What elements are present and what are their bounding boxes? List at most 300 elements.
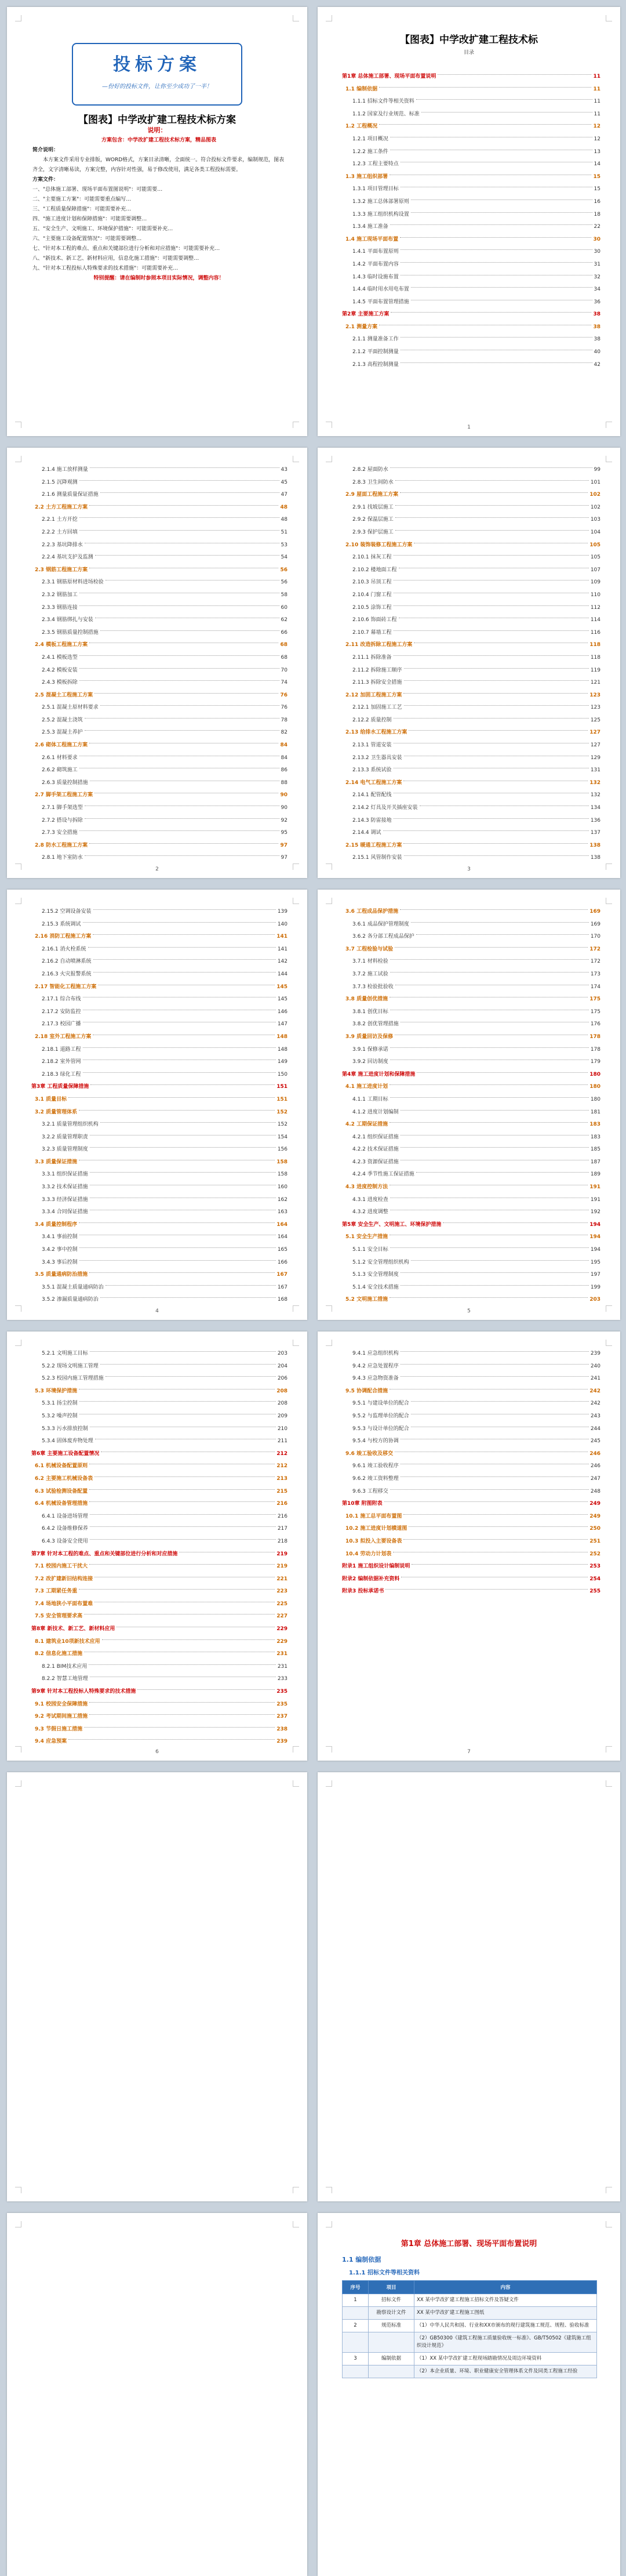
toc-entry[interactable] xyxy=(342,321,600,334)
toc-title: 【图表】中学改扩建工程技术标 xyxy=(400,34,538,46)
toc-entry[interactable] xyxy=(31,1423,287,1436)
toc-entry[interactable] xyxy=(342,1206,600,1219)
toc-entry[interactable] xyxy=(31,489,287,502)
toc-entry-title: 2.17.1 综合布线 xyxy=(42,996,81,1003)
toc-entry-title: 5.2.2 现场文明施工管理 xyxy=(42,1363,99,1369)
toc-entry[interactable] xyxy=(342,1219,600,1232)
toc-entry[interactable] xyxy=(342,614,600,627)
toc-entry[interactable] xyxy=(31,739,287,752)
toc-entry[interactable] xyxy=(342,71,600,84)
toc-entry[interactable] xyxy=(31,944,287,956)
toc-entry[interactable] xyxy=(31,1410,287,1423)
toc-entry-page: 118 xyxy=(589,642,600,648)
toc-entry[interactable] xyxy=(342,968,600,981)
toc-entry[interactable] xyxy=(342,652,600,665)
toc-leader-dots xyxy=(391,312,591,313)
toc-entry[interactable] xyxy=(342,815,600,828)
toc-entry-page: 164 xyxy=(277,1234,287,1240)
corner-mark xyxy=(606,2221,612,2227)
toc-entry[interactable] xyxy=(342,727,600,739)
toc-entry[interactable] xyxy=(342,1106,600,1119)
toc-entry[interactable] xyxy=(31,815,287,828)
toc-entry[interactable] xyxy=(31,852,287,865)
toc-entry[interactable] xyxy=(342,840,600,852)
toc-entry[interactable] xyxy=(342,296,600,309)
toc-entry[interactable] xyxy=(342,271,600,284)
toc-entry[interactable] xyxy=(342,489,600,502)
toc-entry[interactable] xyxy=(342,121,600,133)
toc-entry[interactable] xyxy=(342,944,600,956)
toc-page-1 xyxy=(318,7,620,436)
toc-entry[interactable] xyxy=(342,1181,600,1194)
toc-entry-title: 9.4.3 应急物资准备 xyxy=(352,1376,399,1382)
toc-leader-dots xyxy=(404,668,589,669)
toc-leader-dots xyxy=(94,1476,275,1477)
toc-entry-page: 208 xyxy=(277,1401,287,1407)
toc-entry-page: 150 xyxy=(277,1071,287,1077)
toc-entry[interactable] xyxy=(31,1069,287,1082)
toc-entry[interactable] xyxy=(342,514,600,527)
cover-sec1-body: 本方案文件采用专业排版，WORD格式，方案目录清晰，全面统一。符合投标文件要求，编制规范，图表齐全，文字清晰易读，方案完整，内容针对性强，易于修改使用，满足各类工程投标需要。 xyxy=(32,157,285,173)
toc-entry[interactable] xyxy=(31,1736,287,1748)
toc-entry[interactable] xyxy=(31,789,287,802)
toc-entry[interactable] xyxy=(31,1348,287,1360)
toc-entry-page: 68 xyxy=(280,642,287,648)
toc-leader-dots xyxy=(89,1564,275,1565)
toc-entry[interactable] xyxy=(31,514,287,527)
toc-leader-dots xyxy=(390,224,592,225)
toc-entry-page: 249 xyxy=(589,1501,600,1507)
toc-entry[interactable] xyxy=(342,1257,600,1269)
toc-entry[interactable] xyxy=(31,1448,287,1461)
toc-entry[interactable] xyxy=(31,1623,287,1636)
toc-leader-dots xyxy=(400,492,588,493)
toc-entry[interactable] xyxy=(342,1056,600,1069)
corner-mark xyxy=(15,2187,21,2193)
toc-entry[interactable] xyxy=(31,1686,287,1699)
toc-entry[interactable] xyxy=(342,96,600,108)
toc-entry[interactable] xyxy=(342,1294,600,1307)
toc-entry[interactable] xyxy=(31,777,287,790)
toc-entry[interactable] xyxy=(342,1244,600,1257)
toc-entry[interactable] xyxy=(342,108,600,121)
toc-entry[interactable] xyxy=(342,1548,600,1561)
toc-entry[interactable] xyxy=(31,1144,287,1156)
cover-item: 二、"主要施工方案"：可能需要重点编写… xyxy=(32,197,132,202)
toc-entry[interactable] xyxy=(342,789,600,802)
toc-entry[interactable] xyxy=(342,1044,600,1057)
toc-entry[interactable] xyxy=(342,931,600,944)
toc-entry[interactable] xyxy=(342,919,600,931)
toc-entry[interactable] xyxy=(31,539,287,552)
toc-entry-page: 11 xyxy=(593,74,600,79)
toc-leader-dots xyxy=(401,1351,589,1352)
toc-entry[interactable] xyxy=(31,1661,287,1674)
corner-mark xyxy=(326,898,332,904)
toc-entry[interactable] xyxy=(342,1194,600,1207)
toc-entry[interactable] xyxy=(31,1636,287,1649)
toc-entry[interactable] xyxy=(31,931,287,944)
toc-entry-title: 2.14.2 灯具及开关插座安装 xyxy=(352,805,418,811)
toc-entry[interactable] xyxy=(342,665,600,677)
toc-entry[interactable] xyxy=(342,1435,600,1448)
toc-entry-title: 1.3 施工组织部署 xyxy=(345,173,388,180)
toc-entry[interactable] xyxy=(31,1673,287,1686)
toc-entry[interactable] xyxy=(342,234,600,246)
toc-entry-page: 167 xyxy=(276,1272,287,1278)
toc-entry[interactable] xyxy=(342,714,600,727)
toc-entry-title: 2.9.1 找坡层施工 xyxy=(352,504,394,510)
toc-entry[interactable] xyxy=(31,1056,287,1069)
toc-leader-dots xyxy=(90,1084,275,1085)
toc-entry[interactable] xyxy=(342,690,600,702)
toc-entry[interactable] xyxy=(31,1473,287,1486)
toc-entry[interactable] xyxy=(31,956,287,968)
toc-entry[interactable] xyxy=(31,576,287,589)
toc-entry[interactable] xyxy=(342,1585,600,1598)
toc-entry[interactable] xyxy=(342,852,600,865)
toc-entry[interactable] xyxy=(31,1385,287,1398)
toc-entry[interactable] xyxy=(31,1435,287,1448)
toc-entry-title: 附录3 投标承诺书 xyxy=(342,1588,384,1595)
toc-entry-title: 第3章 工程质量保障措施 xyxy=(31,1084,89,1090)
toc-entry[interactable] xyxy=(342,464,600,477)
toc-entry[interactable] xyxy=(342,1131,600,1144)
toc-entry-page: 212 xyxy=(276,1450,287,1457)
toc-entry[interactable] xyxy=(31,1031,287,1044)
toc-entry[interactable] xyxy=(342,1144,600,1156)
toc-entry-page: 178 xyxy=(589,1033,600,1040)
toc-entry[interactable] xyxy=(31,602,287,615)
toc-entry-title: 1.4.4 临时用水用电布置 xyxy=(352,286,409,293)
toc-entry[interactable] xyxy=(342,1269,600,1282)
toc-entry[interactable] xyxy=(31,1094,287,1106)
toc-entry[interactable] xyxy=(342,1536,600,1548)
toc-leader-dots xyxy=(384,1501,588,1502)
toc-leader-dots xyxy=(79,1110,275,1111)
toc-entry[interactable] xyxy=(31,1610,287,1623)
toc-entry[interactable] xyxy=(31,1373,287,1385)
toc-entry-title: 2.14.3 防雷接地 xyxy=(352,817,392,823)
toc-entry[interactable] xyxy=(342,221,600,234)
toc-entry[interactable] xyxy=(342,739,600,752)
toc-entry-title: 1.4.1 平面布置原则 xyxy=(352,249,399,255)
toc-entry[interactable] xyxy=(342,502,600,514)
toc-entry[interactable] xyxy=(342,1360,600,1373)
toc-entry-page: 48 xyxy=(280,504,287,510)
table-cell-content: XX 某中学改扩建工程施工图纸 xyxy=(414,2307,597,2320)
toc-entry[interactable] xyxy=(31,1573,287,1586)
toc-entry[interactable] xyxy=(31,1181,287,1194)
toc-entry[interactable] xyxy=(31,1119,287,1131)
toc-entry[interactable] xyxy=(342,84,600,96)
toc-entry[interactable] xyxy=(342,1460,600,1473)
toc-leader-dots xyxy=(90,467,279,468)
toc-entry[interactable] xyxy=(342,477,600,489)
toc-entry-title: 4.2 工期保证措施 xyxy=(345,1122,388,1128)
toc-entry[interactable] xyxy=(342,1448,600,1461)
toc-entry-page: 22 xyxy=(594,224,600,230)
toc-entry[interactable] xyxy=(31,1131,287,1144)
toc-entry[interactable] xyxy=(31,1206,287,1219)
toc-entry[interactable] xyxy=(31,690,287,702)
toc-entry[interactable] xyxy=(31,1257,287,1269)
toc-leader-dots xyxy=(89,505,278,506)
toc-entry[interactable] xyxy=(31,1360,287,1373)
toc-entry[interactable] xyxy=(31,1523,287,1536)
toc-leader-dots xyxy=(394,555,589,556)
toc-leader-dots xyxy=(93,972,276,973)
toc-entry[interactable] xyxy=(342,259,600,271)
toc-entry[interactable] xyxy=(31,677,287,690)
toc-entry[interactable] xyxy=(31,752,287,765)
toc-entry[interactable] xyxy=(342,752,600,765)
toc-entry[interactable] xyxy=(31,1724,287,1736)
toc-entry[interactable] xyxy=(31,727,287,739)
toc-entry[interactable] xyxy=(31,1006,287,1019)
toc-entry-page: 95 xyxy=(281,830,287,836)
toc-entry[interactable] xyxy=(342,1006,600,1019)
toc-entry[interactable] xyxy=(31,1699,287,1711)
toc-page-3 xyxy=(318,448,620,878)
table-header-item: 项目 xyxy=(369,2281,414,2294)
toc-entry-title: 2.15.1 风管制作安装 xyxy=(352,855,402,861)
toc-entry[interactable] xyxy=(342,309,600,321)
toc-entry[interactable] xyxy=(31,1294,287,1307)
toc-entry[interactable] xyxy=(342,209,600,222)
toc-entry-title: 2.3.2 钢筋加工 xyxy=(42,592,78,598)
toc-entry[interactable] xyxy=(31,1106,287,1119)
toc-entry[interactable] xyxy=(31,702,287,714)
toc-leader-dots xyxy=(401,262,592,263)
toc-entry[interactable] xyxy=(342,1511,600,1523)
toc-leader-dots xyxy=(84,1727,275,1728)
toc-entry-title: 2.8 防水工程施工方案 xyxy=(35,842,88,848)
toc-entry[interactable] xyxy=(31,1398,287,1410)
toc-entry[interactable] xyxy=(31,906,287,919)
toc-entry[interactable] xyxy=(31,1561,287,1573)
page-number: 5 xyxy=(467,1308,471,1314)
toc-entry[interactable] xyxy=(342,1081,600,1094)
toc-entry[interactable] xyxy=(31,1282,287,1294)
toc-entry[interactable] xyxy=(342,981,600,994)
toc-entry[interactable] xyxy=(31,1194,287,1207)
toc-list xyxy=(342,464,600,865)
toc-entry[interactable] xyxy=(342,1169,600,1181)
toc-entry[interactable] xyxy=(31,968,287,981)
toc-entry[interactable] xyxy=(31,627,287,640)
toc-entry[interactable] xyxy=(31,981,287,994)
toc-entry[interactable] xyxy=(31,652,287,665)
toc-entry-title: 9.5.4 与校方的协调 xyxy=(352,1438,399,1445)
toc-entry[interactable] xyxy=(31,993,287,1006)
toc-entry[interactable] xyxy=(342,1523,600,1536)
toc-entry[interactable] xyxy=(342,702,600,714)
toc-entry[interactable] xyxy=(31,1244,287,1257)
toc-entry-page: 31 xyxy=(594,261,600,267)
toc-entry[interactable] xyxy=(342,639,600,652)
cover-item-list xyxy=(32,185,285,274)
toc-entry-page: 213 xyxy=(276,1475,287,1482)
toc-entry[interactable] xyxy=(342,1231,600,1244)
toc-entry[interactable] xyxy=(31,564,287,577)
toc-entry[interactable] xyxy=(31,714,287,727)
toc-entry[interactable] xyxy=(31,1044,287,1057)
toc-entry[interactable] xyxy=(31,1156,287,1169)
cover-item: 六、"主要施工设备配置情况"：可能需要调整… xyxy=(32,236,142,242)
toc-entry[interactable] xyxy=(342,527,600,539)
toc-entry[interactable] xyxy=(342,1398,600,1410)
toc-entry[interactable] xyxy=(342,576,600,589)
toc-entry-page: 42 xyxy=(594,361,600,368)
toc-entry[interactable] xyxy=(342,589,600,602)
toc-entry[interactable] xyxy=(342,333,600,346)
toc-entry[interactable] xyxy=(342,602,600,615)
toc-entry-title: 2.9 屋面工程施工方案 xyxy=(345,492,399,498)
toc-entry[interactable] xyxy=(342,1410,600,1423)
toc-entry[interactable] xyxy=(342,1156,600,1169)
toc-entry[interactable] xyxy=(31,1169,287,1181)
toc-entry[interactable] xyxy=(31,1585,287,1598)
toc-entry[interactable] xyxy=(342,552,600,564)
toc-entry-title: 1.2 工程概况 xyxy=(345,124,378,130)
toc-leader-dots xyxy=(401,1476,589,1477)
toc-entry[interactable] xyxy=(342,906,600,919)
toc-entry[interactable] xyxy=(31,919,287,931)
toc-entry-page: 151 xyxy=(276,1084,287,1090)
toc-entry[interactable] xyxy=(342,627,600,640)
toc-entry[interactable] xyxy=(31,1598,287,1611)
toc-entry[interactable] xyxy=(342,539,600,552)
toc-entry[interactable] xyxy=(342,1486,600,1499)
table-cell-no: 3 xyxy=(343,2353,369,2365)
toc-entry[interactable] xyxy=(31,1498,287,1511)
toc-entry-title: 9.5 协调配合措施 xyxy=(345,1388,388,1394)
toc-entry[interactable] xyxy=(342,1573,600,1586)
toc-entry[interactable] xyxy=(31,614,287,627)
toc-entry[interactable] xyxy=(342,1348,600,1360)
toc-entry[interactable] xyxy=(342,171,600,184)
toc-entry[interactable] xyxy=(342,677,600,690)
toc-entry[interactable] xyxy=(31,589,287,602)
toc-entry-page: 32 xyxy=(594,274,600,280)
toc-entry-page: 121 xyxy=(590,680,600,686)
toc-entry[interactable] xyxy=(342,196,600,209)
toc-entry[interactable] xyxy=(342,827,600,840)
cover-page xyxy=(7,7,307,436)
toc-entry-page: 88 xyxy=(281,779,287,786)
toc-entry[interactable] xyxy=(31,1511,287,1523)
toc-entry-page: 209 xyxy=(277,1413,287,1419)
toc-entry[interactable] xyxy=(31,1486,287,1499)
toc-entry[interactable] xyxy=(342,956,600,968)
toc-entry-title: 2.5.1 混凝土原材料要求 xyxy=(42,705,99,711)
toc-leader-dots xyxy=(93,959,276,960)
toc-entry[interactable] xyxy=(31,827,287,840)
toc-entry[interactable] xyxy=(342,564,600,577)
toc-entry[interactable] xyxy=(31,1648,287,1661)
toc-entry[interactable] xyxy=(342,1385,600,1398)
toc-entry[interactable] xyxy=(342,183,600,196)
toc-entry[interactable] xyxy=(31,1269,287,1282)
toc-entry-title: 2.9.2 保温层施工 xyxy=(352,517,394,523)
toc-entry[interactable] xyxy=(342,146,600,159)
toc-entry-page: 103 xyxy=(590,517,600,523)
toc-entry[interactable] xyxy=(342,802,600,815)
toc-entry[interactable] xyxy=(342,777,600,790)
toc-entry[interactable] xyxy=(342,1423,600,1436)
toc-entry[interactable] xyxy=(31,1231,287,1244)
toc-entry[interactable] xyxy=(342,158,600,171)
toc-entry[interactable] xyxy=(342,1282,600,1294)
toc-entry-page: 148 xyxy=(277,1046,287,1053)
toc-entry[interactable] xyxy=(342,346,600,359)
toc-entry-page: 12 xyxy=(594,136,600,142)
toc-entry-title: 9.6.1 竣工验收程序 xyxy=(352,1463,399,1470)
toc-entry[interactable] xyxy=(31,1018,287,1031)
toc-entry[interactable] xyxy=(342,133,600,146)
toc-leader-dots xyxy=(416,99,592,100)
toc-entry[interactable] xyxy=(342,1018,600,1031)
toc-entry[interactable] xyxy=(31,665,287,677)
toc-entry[interactable] xyxy=(342,1031,600,1044)
toc-entry[interactable] xyxy=(31,639,287,652)
toc-entry-title: 1.4 施工现场平面布置 xyxy=(345,236,399,242)
toc-entry[interactable] xyxy=(342,1561,600,1573)
toc-entry[interactable] xyxy=(342,1373,600,1385)
page-number: 3 xyxy=(467,866,471,872)
toc-entry[interactable] xyxy=(342,993,600,1006)
toc-entry[interactable] xyxy=(31,840,287,852)
toc-entry-title: 1.3.3 施工组织机构设置 xyxy=(352,211,409,217)
toc-list xyxy=(31,464,287,865)
toc-leader-dots xyxy=(390,1097,589,1098)
toc-entry[interactable] xyxy=(31,1536,287,1548)
toc-entry[interactable] xyxy=(31,802,287,815)
toc-entry[interactable] xyxy=(31,1081,287,1094)
toc-entry[interactable] xyxy=(31,1219,287,1232)
toc-entry-title: 1.1.1 招标文件等相关资料 xyxy=(352,99,414,105)
toc-entry-title: 3.5.1 混凝土质量通病防治 xyxy=(42,1284,104,1290)
toc-entry[interactable] xyxy=(31,552,287,564)
toc-entry[interactable] xyxy=(31,464,287,477)
toc-entry[interactable] xyxy=(31,477,287,489)
toc-entry[interactable] xyxy=(31,764,287,777)
toc-entry[interactable] xyxy=(342,1069,600,1082)
toc-entry[interactable] xyxy=(342,1094,600,1106)
toc-entry[interactable] xyxy=(342,246,600,259)
toc-entry[interactable] xyxy=(31,1711,287,1724)
toc-entry[interactable] xyxy=(342,1473,600,1486)
content-page xyxy=(318,2213,620,2576)
toc-entry[interactable] xyxy=(31,527,287,539)
toc-leader-dots xyxy=(395,480,589,481)
toc-entry[interactable] xyxy=(31,1460,287,1473)
toc-entry-page: 195 xyxy=(590,1259,600,1265)
toc-entry[interactable] xyxy=(342,764,600,777)
toc-entry[interactable] xyxy=(342,1119,600,1131)
toc-entry-page: 56 xyxy=(280,567,287,573)
toc-entry-page: 191 xyxy=(589,1184,600,1191)
toc-entry[interactable] xyxy=(342,359,600,372)
toc-entry[interactable] xyxy=(342,1498,600,1511)
toc-entry[interactable] xyxy=(31,1548,287,1561)
cover-item: 三、"工程质量保障措施"：可能需要补充… xyxy=(32,206,132,212)
toc-entry[interactable] xyxy=(342,284,600,296)
toc-entry[interactable] xyxy=(31,502,287,514)
toc-entry-page: 142 xyxy=(277,959,287,965)
toc-entry-title: 9.6.3 工程移交 xyxy=(352,1488,388,1494)
